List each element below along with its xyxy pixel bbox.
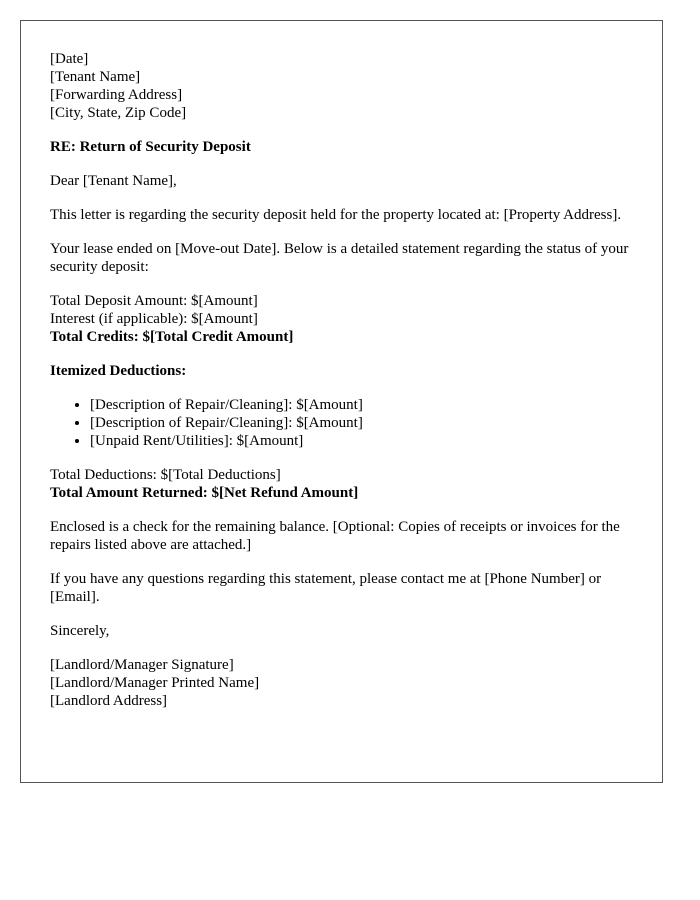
deductions-list xyxy=(50,396,633,450)
subject-line: RE: Return of Security Deposit xyxy=(50,139,251,155)
totals-block xyxy=(50,466,633,502)
landlord-address-line: [Landlord Address] xyxy=(50,693,168,709)
enclosure-paragraph: Enclosed is a check for the remaining balance. [Optional: Copies of receipts or invoices for the repairs listed above are attached.] xyxy=(50,519,620,553)
total-deductions: Total Deductions: $[Total Deductions] xyxy=(50,467,281,483)
interest-amount: Interest (if applicable): $[Amount] xyxy=(50,311,258,327)
forwarding-address-line: [Forwarding Address] xyxy=(50,87,183,103)
list-item: • [Description of Repair/Cleaning]: $[Amount] xyxy=(90,396,633,414)
deductions-heading: Itemized Deductions: xyxy=(50,363,187,379)
closing: Sincerely, xyxy=(50,623,110,639)
list-item: • [Description of Repair/Cleaning]: $[Amount] xyxy=(90,414,633,432)
contact-paragraph: If you have any questions regarding this statement, please contact me at [Phone Number] or [Email]. xyxy=(50,571,602,605)
total-credits: Total Credits: $[Total Credit Amount] xyxy=(50,329,294,345)
city-state-zip-line: [City, State, Zip Code] xyxy=(50,105,187,121)
signature-block xyxy=(50,656,633,710)
list-item: • [Unpaid Rent/Utilities]: $[Amount] xyxy=(90,432,633,450)
printed-name-line: [Landlord/Manager Printed Name] xyxy=(50,675,260,691)
tenant-name-line: [Tenant Name] xyxy=(50,69,141,85)
credits-block xyxy=(50,292,633,346)
lease-statement-paragraph: Your lease ended on [Move-out Date]. Below is a detailed statement regarding the status of your security deposit: xyxy=(50,241,629,275)
salutation: Dear [Tenant Name], xyxy=(50,173,177,189)
letter xyxy=(20,20,663,783)
date-line: [Date] xyxy=(50,51,89,67)
total-returned: Total Amount Returned: $[Net Refund Amount] xyxy=(50,485,359,501)
signature-line: [Landlord/Manager Signature] xyxy=(50,657,234,673)
deposit-amount: Total Deposit Amount: $[Amount] xyxy=(50,293,258,309)
intro-paragraph: This letter is regarding the security deposit held for the property located at: [Property Address]. xyxy=(50,207,622,223)
recipient-block xyxy=(50,50,633,122)
